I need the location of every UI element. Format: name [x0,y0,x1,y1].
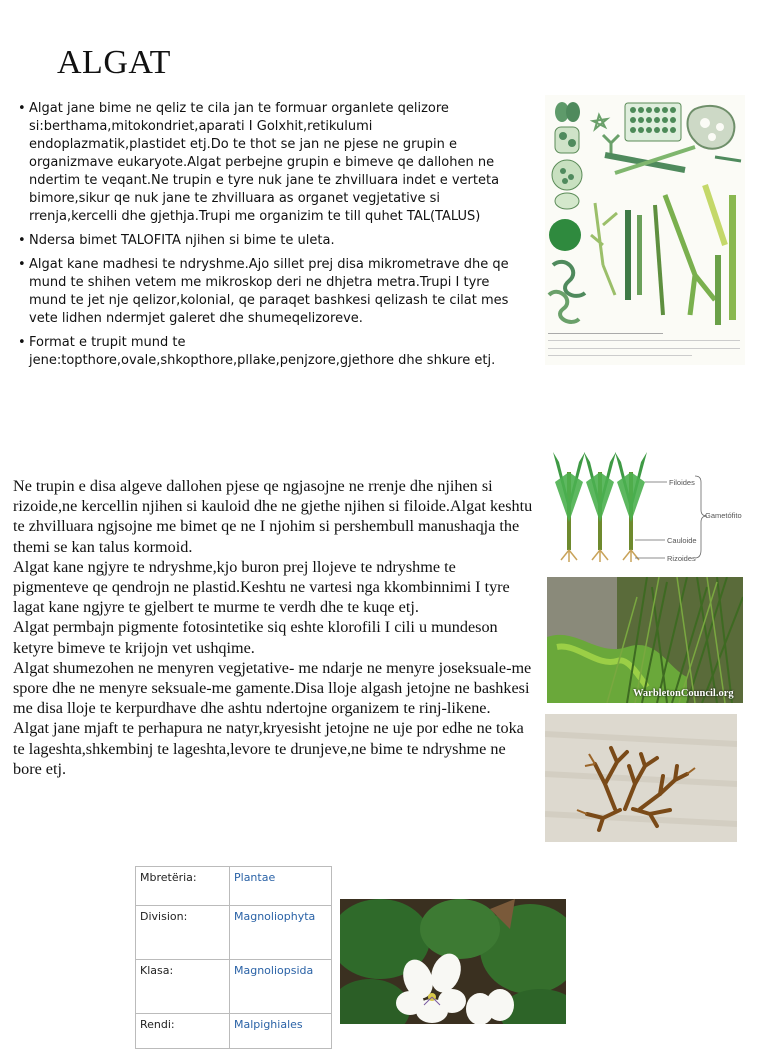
taxonomy-value-link[interactable]: Malpighiales [230,1014,332,1049]
bullet-text: Ndersa bimet TALOFITA njihen si bime te uleta. [29,233,335,248]
taxonomy-value-link[interactable]: Magnoliophyta [230,906,332,960]
algae-caption [548,328,740,356]
bullet-icon: • [18,101,26,116]
table-row [136,960,332,1014]
paragraph: Algat permbajn pigmente fotosintetike siq eshte klorofili I cili u mundeson ketyre bimeve te krijojn vet ushqime. [13,618,498,657]
paragraph: Algat jane mjaft te perhapura ne natyr,kryesisht jetojne ne uje por edhe ne toka te lageshta,shkembinj te lageshta,levore te drunjeve,ne bime te ndryshme ne bore etj. [13,719,524,778]
label-rizoides: Rizoides [667,554,696,563]
table-row [136,867,332,906]
algae-water-image [547,577,743,703]
bullet-item [18,334,530,370]
bullet-text: Format e trupit mund te jene:topthore,ovale,shkopthore,pllake,penjzore,gjethore dhe shkure etj. [29,335,496,368]
taxonomy-table [135,866,332,1049]
gametophyte-drawing [545,442,745,570]
moss-plant-1 [553,452,585,562]
seaweed-image [545,714,737,842]
taxonomy-value-link[interactable]: Plantae [230,867,332,906]
bullet-icon: • [18,335,26,350]
photo-watermark: WarbletonCouncil.org [633,688,734,699]
algae-illustration [545,95,745,365]
paragraph: Algat kane ngjyre te ndryshme,kjo buron prej llojeve te ndryshme te pigmenteve qe qendrojn ne plastid.Keshtu ne vartesi nga kkombinnimi I tyre lagat kane ngjyre te gjelbert te murme te verdh dhe te kuqe etj. [13,557,510,617]
bullet-text: Algat kane madhesi te ndryshme.Ajo sillet prej disa mikrometrave dhe qe mund te shihen vetem me mikroskop deri ne dhjetra metra.Trupi I tyre mund te jet nje qelizor,kolonial, qe paraqet bashkesi qelizash te cilat mes vete lidhen ndermjet galeret dhe shumeqelizoreve. [29,257,509,326]
bullet-item [18,256,530,328]
bullet-item [18,100,530,226]
taxonomy-key: Division: [136,906,230,960]
taxonomy-key: Rendi: [136,1014,230,1049]
bullet-text: Algat jane bime ne qeliz te cila jan te formuar organlete qelizore si:berthama,mitokondriet,aparati I Golxhit,retikulumi endoplazmatik,plastidet etj.Do te thot se jan ne pjese ne grupin e organizmave eukaryote.Algat perbejne grupin e bimeve qe dallohen ne ndertim te veqant.Ne trupin e tyre nuk jane te zhvilluara indet e verteta bimore,sikur qe nuk jane te zhvilluara as organet vegjetative si rrenja,kercelli dhe gjethja.Trupi me organizim te till quhet TAL(TALUS) [29,101,500,224]
taxonomy-key: Mbretëria: [136,867,230,906]
main-text [13,476,533,779]
label-cauloide: Cauloide [667,536,697,545]
bullet-icon: • [18,233,26,248]
violet-flower-image [340,899,566,1024]
taxonomy-key: Klasa: [136,960,230,1014]
gametophyte-diagram [545,442,745,570]
bullet-icon: • [18,257,26,272]
page-title: ALGAT [57,44,171,81]
moss-plant-2 [584,452,616,562]
table-row [136,906,332,960]
violet-flower-photo [340,899,566,1024]
algae-drawing [545,95,745,365]
bullet-item [18,232,530,250]
table-row [136,1014,332,1049]
paragraph: Ne trupin e disa algeve dallohen pjese qe ngjasojne ne rrenje dhe njihen si rizoide,ne kercellin njihen si kauloid dhe ne gjethe njihen si filoide.Algat keshtu te zhvilluara ngjsojne me bimet qe ne I njohim si pershembull manushaqja the themi se kan talus kormoid. [13,477,533,556]
bullet-list [18,100,530,376]
seaweed-photo [545,714,737,842]
paragraph: Algat shumezohen ne menyren vegjetative- me ndarje ne menyre joseksuale-me spore dhe ne menyre seksuale-me gamente.Disa lloje algash jetojne ne bashkesi me disa lloje te kerpurdhave dhe ashtu ndertojne organizem te rinj-likene. [13,658,532,718]
label-gametofito: Gametófito [705,511,742,520]
label-filoides: Filoides [669,478,695,487]
algae-water-photo [547,577,743,703]
moss-plant-3 [615,452,647,562]
taxonomy-value-link[interactable]: Magnoliopsida [230,960,332,1014]
